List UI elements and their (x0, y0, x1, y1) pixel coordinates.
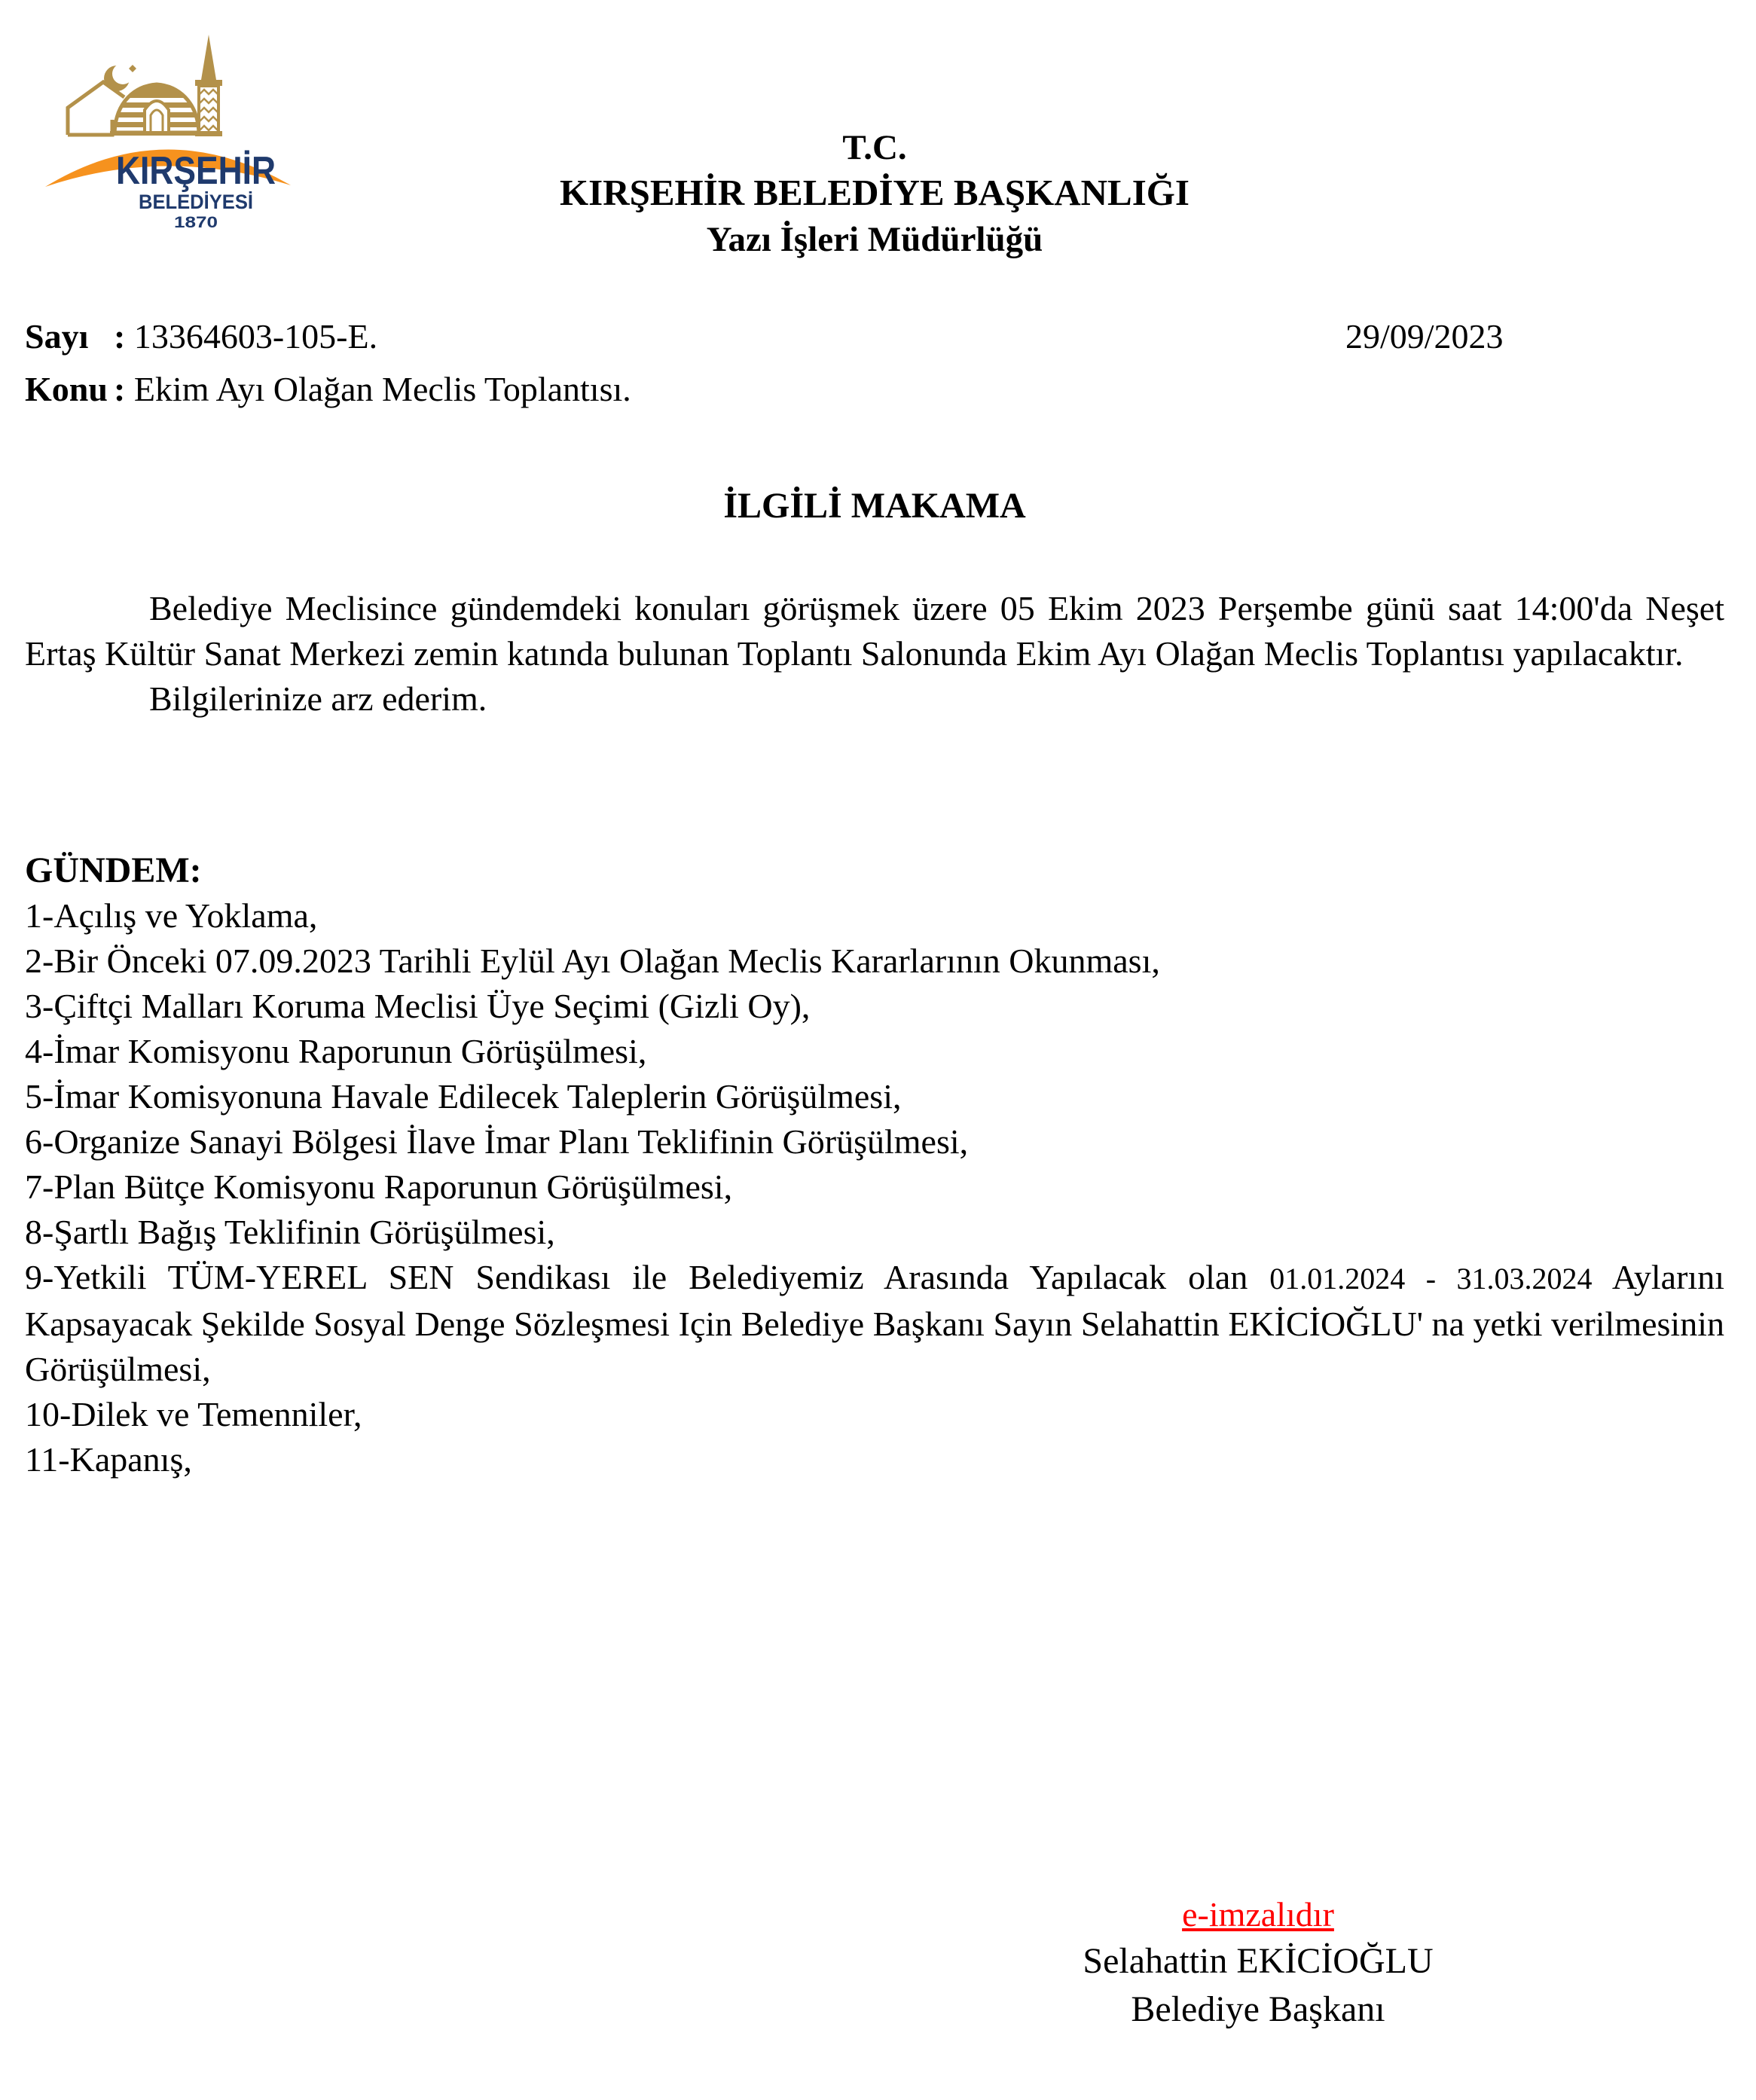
konu-label: Konu (25, 370, 108, 408)
agenda-item: 8-Şartlı Bağış Teklifinin Görüşülmesi, (25, 1213, 555, 1251)
kirsehir-municipality-logo (39, 20, 295, 253)
minaret-icon (195, 35, 222, 136)
sayi-colon: : (114, 317, 126, 356)
agenda-item9-prefix: 9-Yetkili TÜM-YEREL SEN Sendikası ile Belediyemiz Arasında Yapılacak olan (25, 1258, 1270, 1296)
agenda-heading: GÜNDEM: (25, 850, 202, 890)
agenda-item: 5-İmar Komisyonuna Havale Edilecek Taleplerin Görüşülmesi, (25, 1077, 902, 1116)
agenda-item (25, 1255, 1724, 1392)
document-date: 29/09/2023 (1345, 317, 1504, 356)
agenda-section (25, 848, 1724, 1482)
logo-city-text: KIRŞEHİR (116, 149, 276, 193)
sayi-value: 13364603-105-E. (133, 317, 378, 356)
mosque-dome-icon (110, 84, 203, 136)
agenda-item: 6-Organize Sanayi Bölgesi İlave İmar Planı Teklifinin Görüşülmesi, (25, 1122, 969, 1161)
signature-block (1025, 1892, 1492, 2034)
agenda-item: 2-Bir Önceki 07.09.2023 Tarihli Eylül Ayı Olağan Meclis Kararlarının Okunması, (25, 942, 1160, 980)
agenda-item: 1-Açılış ve Yoklama, (25, 896, 318, 935)
agenda-item: 10-Dilek ve Temenniler, (25, 1395, 362, 1433)
signer-name: Selahattin EKİCİOĞLU (1083, 1941, 1434, 1981)
recipient-heading: İLGİLİ MAKAMA (723, 486, 1026, 526)
body-paragraph: Belediye Meclisince gündemdeki konuları görüşmek üzere 05 Ekim 2023 Perşembe günü saat 14:00'da Neşet Ertaş Kültür Sanat Merkezi zemin katında bulunan Toplantı Salonunda Ekim Ayı Olağan Meclis Toplantısı yapılacaktır. (25, 589, 1724, 673)
sayi-label: Sayı (25, 317, 89, 356)
institution-title: KIRŞEHİR BELEDİYE BAŞKANLIĞI (560, 172, 1189, 213)
konu-row (25, 363, 1724, 416)
logo-year-text: 1870 (174, 214, 218, 231)
closing-line: Bilgilerinize arz ederim. (149, 679, 487, 718)
agenda-item: 11-Kapanış, (25, 1440, 192, 1479)
konu-colon: : (114, 370, 126, 408)
agenda-item: 3-Çiftçi Malları Koruma Meclisi Üye Seçimi (Gizli Oy), (25, 987, 811, 1025)
konu-value: Ekim Ayı Olağan Meclis Toplantısı. (133, 370, 631, 408)
document-meta (25, 310, 1724, 416)
e-signature-note: e-imzalıdır (1182, 1895, 1334, 1934)
logo-org-text: BELEDİYESİ (139, 191, 253, 213)
agenda-item: 7-Plan Bütçe Komisyonu Raporunun Görüşülmesi, (25, 1168, 733, 1206)
department-subtitle: Yazı İşleri Müdürlüğü (706, 220, 1043, 259)
signer-title: Belediye Başkanı (1131, 1989, 1385, 2029)
agenda-item9-date-range: 01.01.2024 - 31.03.2024 (1269, 1262, 1593, 1296)
agenda-item: 4-İmar Komisyonu Raporunun Görüşülmesi, (25, 1032, 647, 1070)
republic-abbrev: T.C. (842, 128, 907, 167)
agenda-item9-suffix: Aylarını Kapsayacak Şekilde Sosyal Denge Sözleşmesi Için Belediye Başkanı Sayın Selahattin EKİCİOĞLU' na yetki verilmesinin Görüşülmesi, (25, 1258, 1724, 1388)
